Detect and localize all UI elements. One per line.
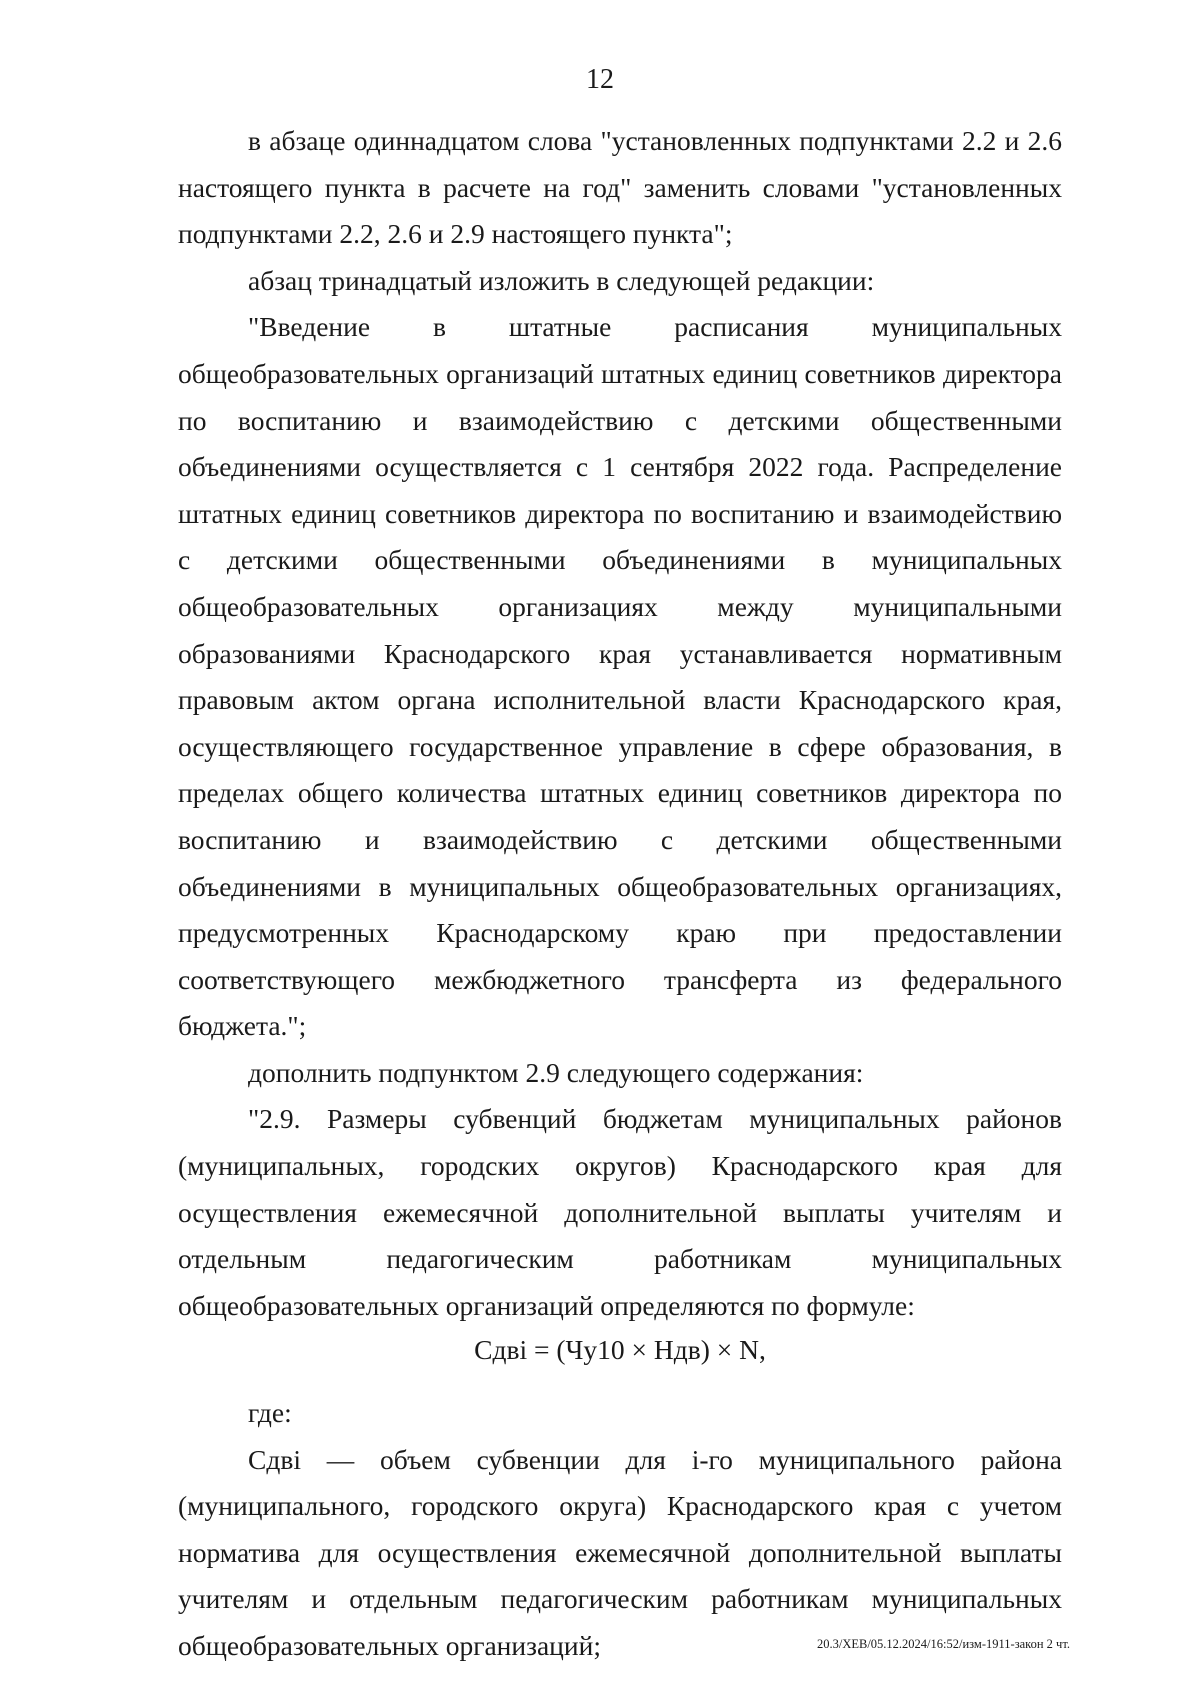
document-footer-code: 20.3/ХЕВ/05.12.2024/16:52/изм-1911-закон 2 чт. [816, 1637, 1070, 1651]
formula: Сдвi = (Чу10 × Ндв) × N, [474, 1334, 766, 1366]
page-number: 12 [586, 64, 614, 95]
paragraph-subclause-2-9: "2.9. Размеры субвенций бюджетам муниципальных районов (муниципальных, городских округов) Краснодарского края для осуществления ежемесячной дополнительной выплаты учителям и отдельным педагогическим работникам муниципальных общеобразовательных организаций определяются по формуле: [178, 1103, 1062, 1321]
paragraph-amendment-eleventh: в абзаце одиннадцатом слова "установленных подпунктами 2.2 и 2.6 настоящего пункта в расчете на год" заменить словами "установленных подпунктами 2.2, 2.6 и 2.9 настоящего пункта"; [178, 125, 1062, 250]
paragraph-add-subclause: дополнить подпунктом 2.9 следующего содержания: [248, 1056, 864, 1088]
paragraph-definition-sdvi: Сдвi — объем субвенции для i-го муниципального района (муниципального, городского округа) Краснодарского края с учетом норматива для осуществления ежемесячной дополнительной выплаты учителям и отдельным педагогическим работникам муниципальных общеобразовательных организаций; [178, 1443, 1062, 1661]
paragraph-where: где: [248, 1397, 292, 1429]
paragraph-thirteenth-intro: абзац тринадцатый изложить в следующей редакции: [248, 264, 875, 296]
paragraph-advisors-quote: "Введение в штатные расписания муниципальных общеобразовательных организаций штатных единиц советников директора по воспитанию и взаимодействию с детскими общественными объединениями осуществляется с 1 сентября 2022 года. Распределение штатных единиц советников директора по воспитанию и взаимодействию с детскими общественными объединениями в муниципальных общеобразовательных организациях между муниципальными образованиями Краснодарского края устанавливается нормативным правовым актом органа исполнительной власти Краснодарского края, осуществляющего государственное управление в сфере образования, в пределах общего количества штатных единиц советников директора по воспитанию и взаимодействию с детскими общественными объединениями в муниципальных общеобразовательных организациях, предусмотренных Краснодарскому краю при предоставлении соответствующего межбюджетного трансферта из федерального бюджета."; [178, 311, 1062, 1042]
document-body [178, 118, 1062, 1670]
